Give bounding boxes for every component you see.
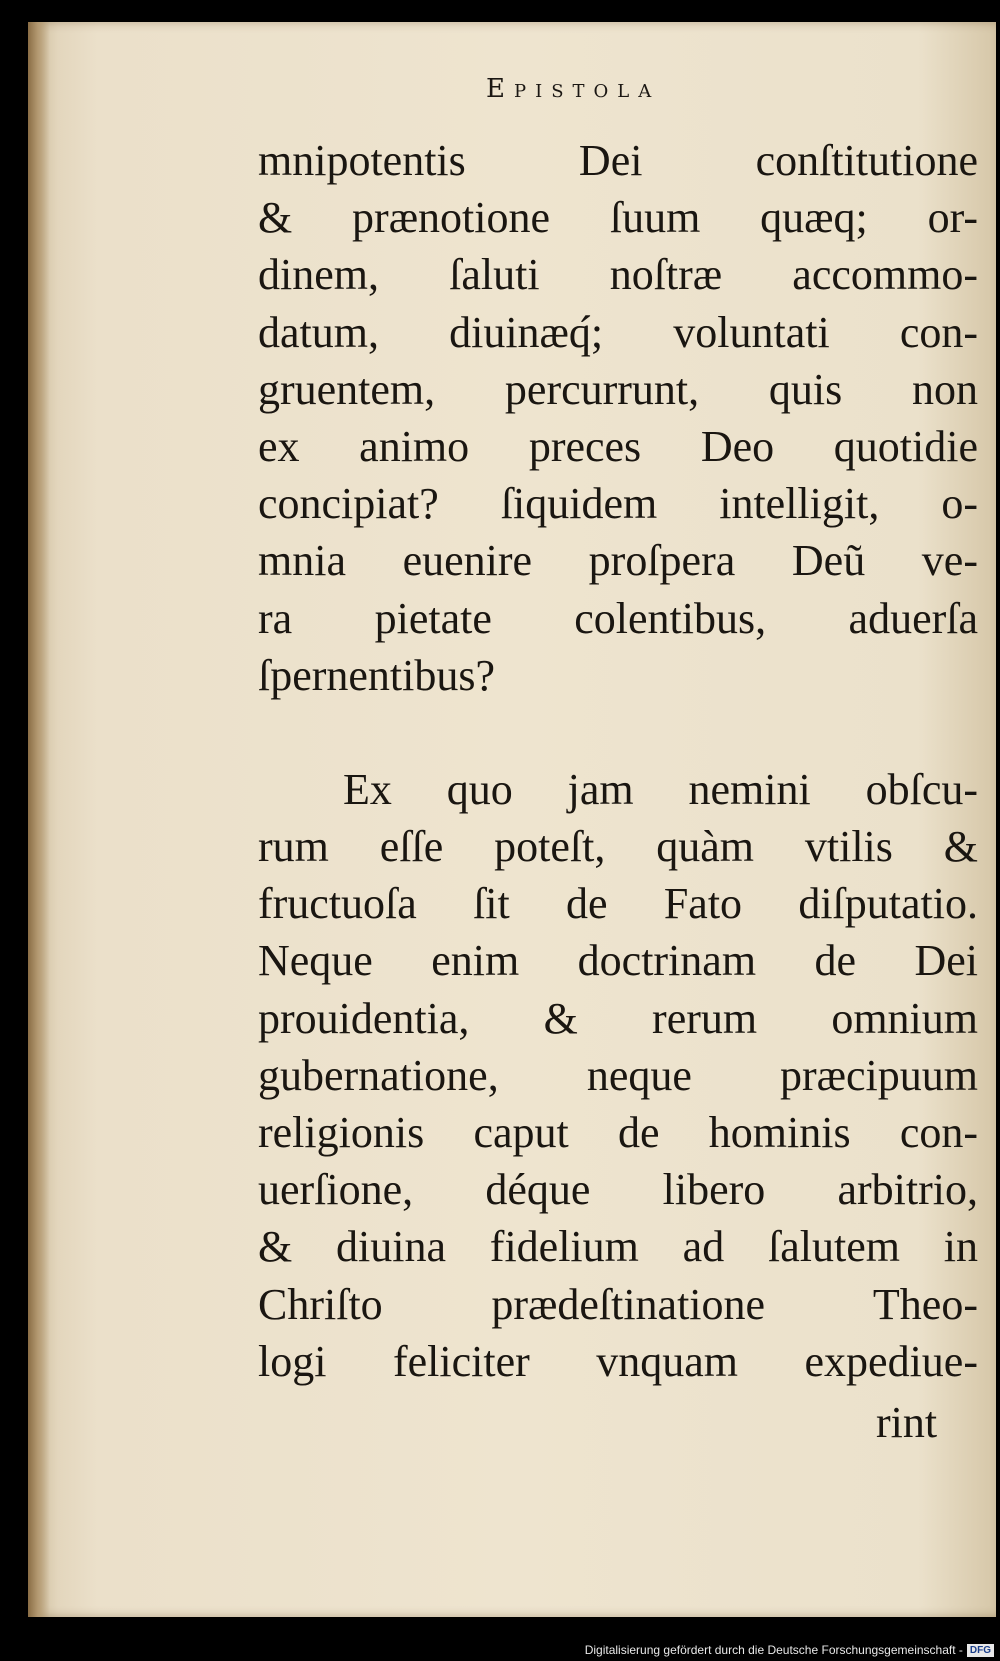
text-line: logi feliciter vnquam expediue-: [258, 1336, 978, 1386]
text-line: & prænotione ſuum quæq; or-: [258, 193, 978, 243]
text-line: ra pietate colentibus, aduerſa: [258, 593, 978, 643]
text-line: gruentem, percurrunt, quis non: [258, 364, 978, 414]
book-page: [28, 22, 996, 1617]
text-line: fructuoſa ſit de Fato diſputatio.: [258, 879, 978, 929]
paragraph-2: [258, 761, 978, 1390]
dfg-logo: DFG: [967, 1644, 994, 1657]
text-line: ſpernentibus?: [258, 650, 496, 700]
digitization-credit: [585, 1643, 994, 1657]
text-block: [258, 132, 978, 1390]
running-head: Epistola: [486, 74, 661, 104]
text-line: dinem, ſaluti noſtræ accommo-: [258, 250, 978, 300]
text-line: Chriſto prædeſtinatione Theo-: [258, 1279, 978, 1329]
text-line: & diuina fidelium ad ſalutem in: [258, 1222, 978, 1272]
paragraph-1: [258, 132, 978, 704]
text-line: rum eſſe poteſt, quàm vtilis &: [258, 822, 978, 872]
text-line: datum, diuinæq́; voluntati con-: [258, 307, 978, 357]
text-line: religionis caput de hominis con-: [258, 1108, 978, 1157]
text-line: mnipotentis Dei conſtitutione: [258, 136, 978, 185]
catchword: rint: [876, 1398, 938, 1447]
text-line: concipiat? ſiquidem intelligit, o-: [258, 479, 978, 529]
text-line: mnia euenire proſpera Deũ ve-: [258, 536, 978, 586]
text-line: prouidentia, & rerum omnium: [258, 993, 978, 1043]
text-line: gubernatione, neque præcipuum: [258, 1050, 978, 1100]
text-line: Ex quo jam nemini obſcu-: [343, 764, 978, 814]
paragraph-gap: [258, 704, 978, 761]
text-line: ex animo preces Deo quotidie: [258, 421, 978, 471]
credit-text: Digitalisierung gefördert durch die Deutsche Forschungsgemeinschaft -: [584, 1643, 963, 1657]
text-line: Neque enim doctrinam de Dei: [258, 936, 978, 986]
text-line: uerſione, déque libero arbitrio,: [258, 1165, 978, 1215]
